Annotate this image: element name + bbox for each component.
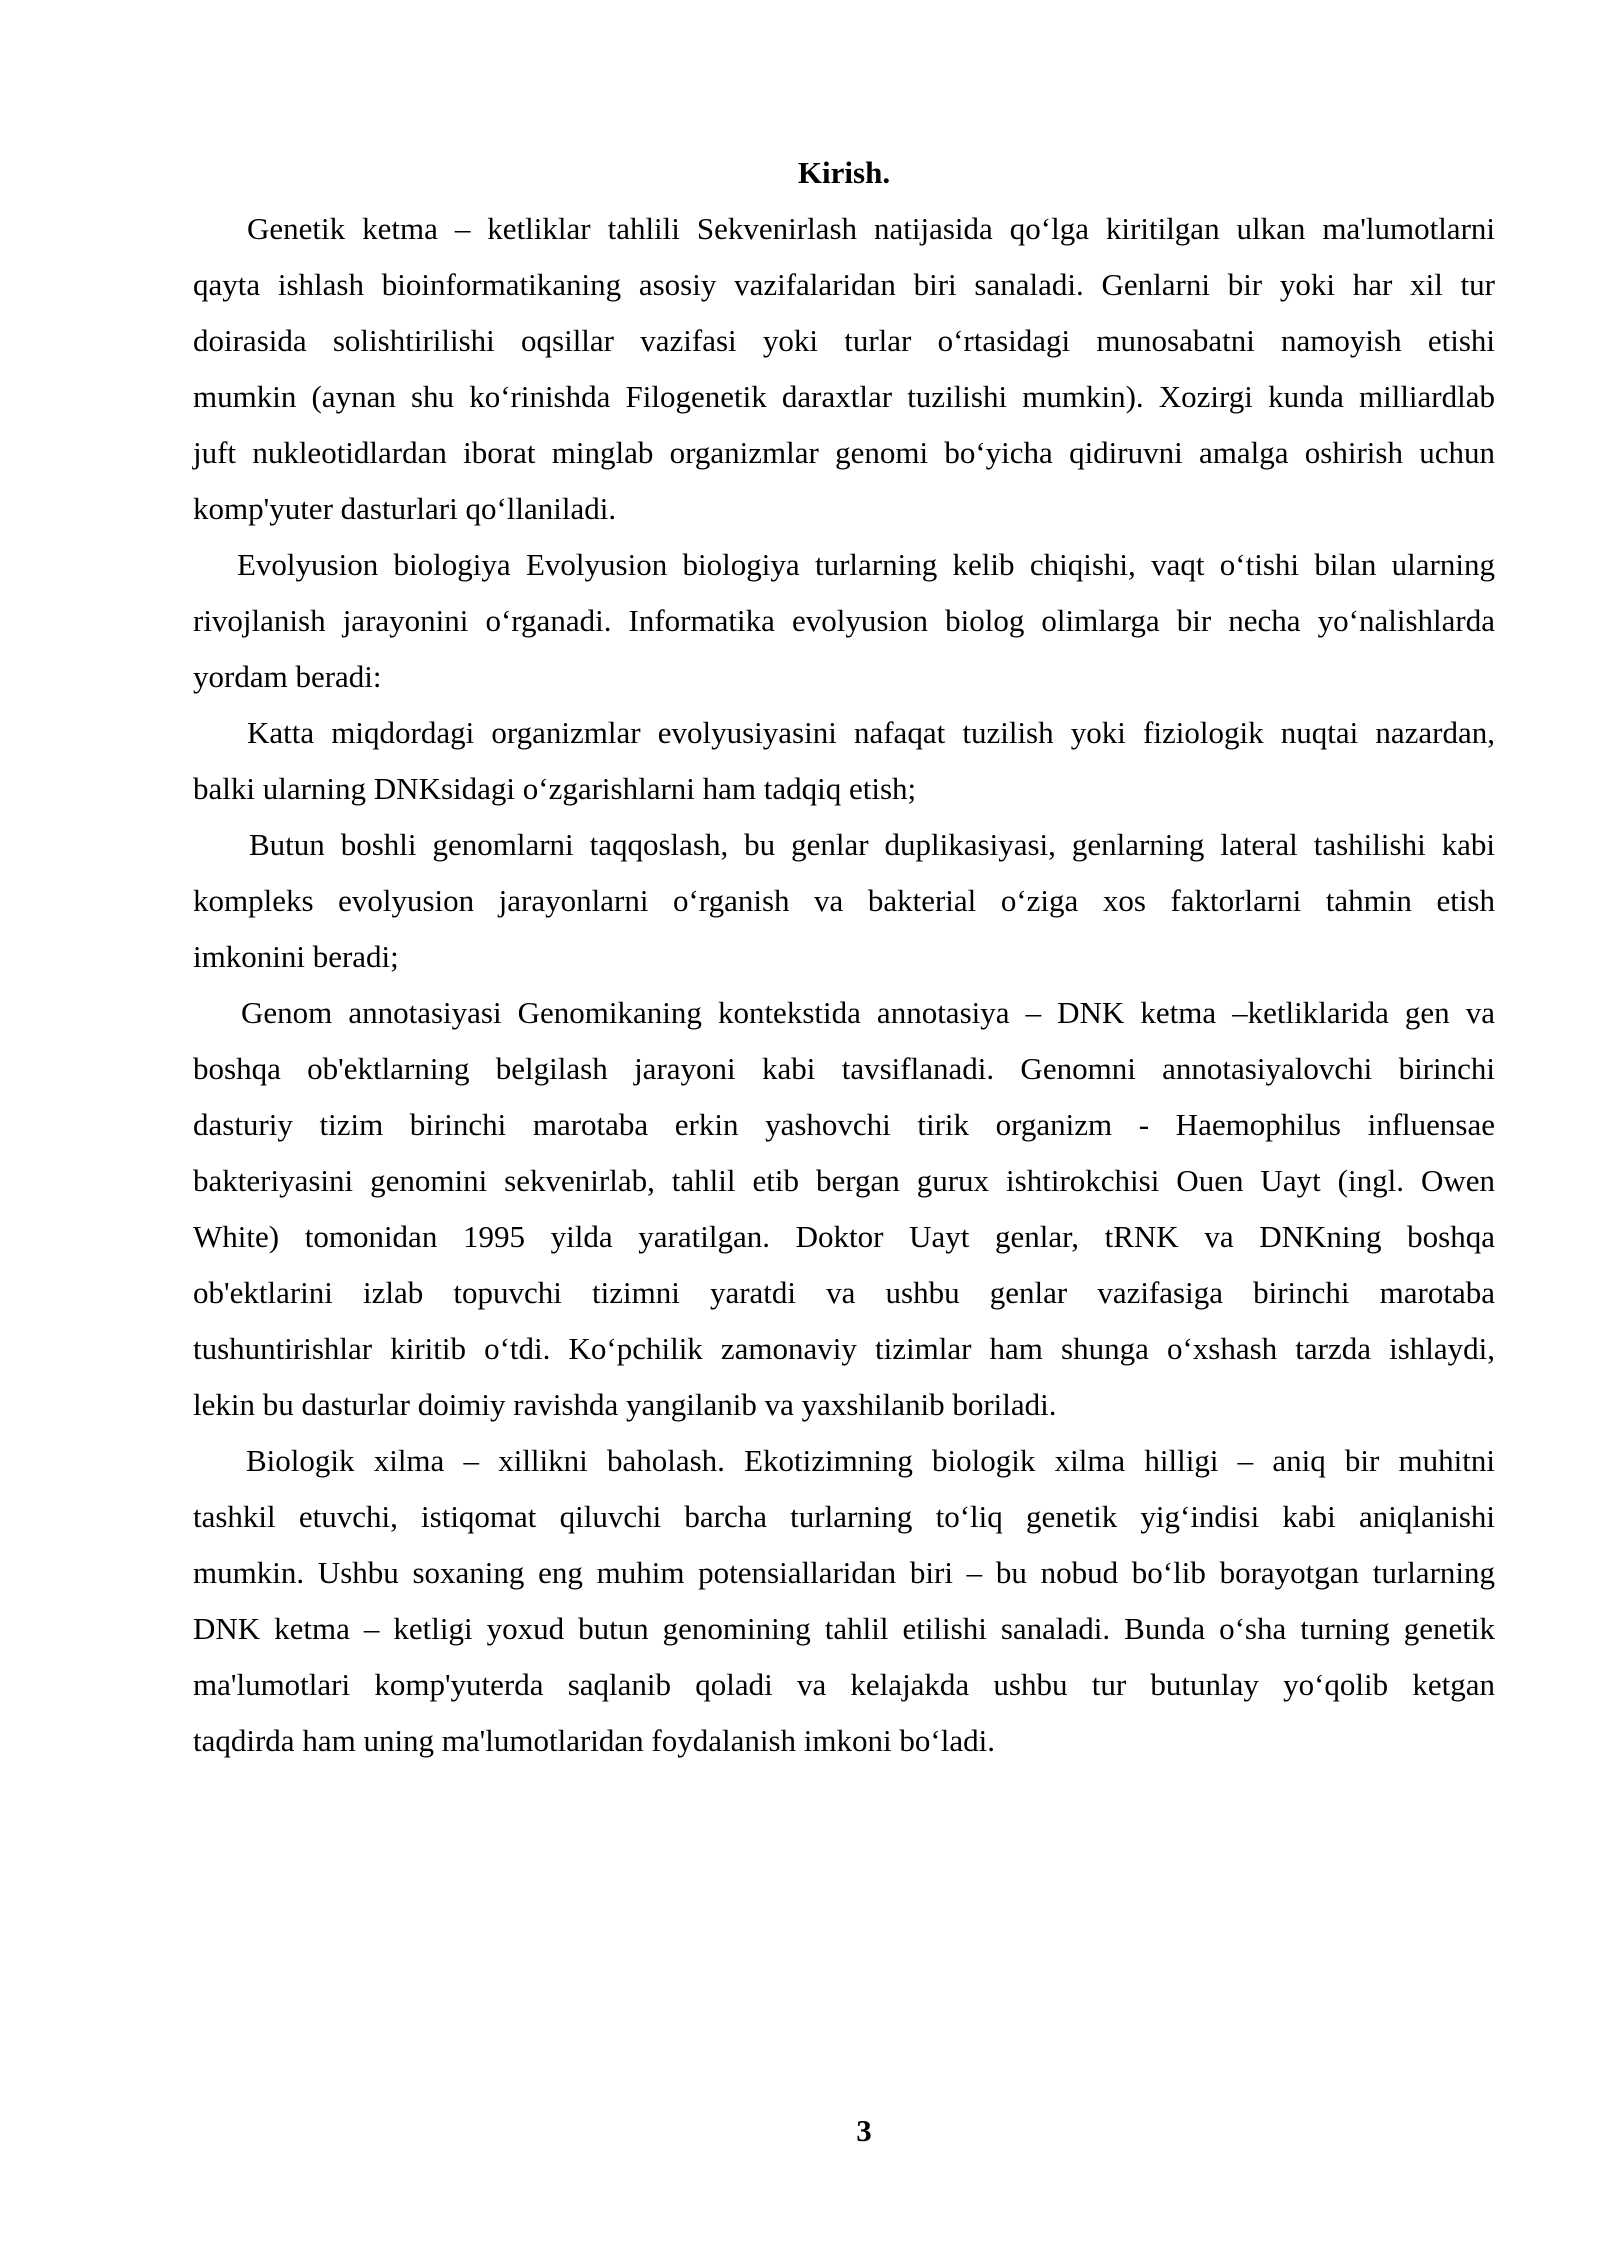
paragraph (193, 705, 1495, 817)
section-title: Kirish. (797, 155, 891, 190)
paragraph-line: komp'yuter dasturlari qo‘llaniladi. (193, 491, 617, 526)
paragraph (193, 985, 1495, 1433)
paragraph-line: rivojlanish jarayonini o‘rganadi. Informatika evolyusion biolog olimlarga bir necha yo‘nalishlarda (193, 603, 1495, 638)
paragraph-line: juft nukleotidlardan iborat minglab organizmlar genomi bo‘yicha qidiruvni amalga oshirish uchun (193, 435, 1495, 470)
paragraph-line: qayta ishlash bioinformatikaning asosiy vazifalaridan biri sanaladi. Genlarni bir yoki har xil tur (193, 267, 1495, 302)
paragraph (193, 537, 1495, 705)
paragraph-line: doirasida solishtirilishi oqsillar vazifasi yoki turlar o‘rtasidagi munosabatni namoyish etishi (193, 323, 1495, 358)
paragraph-line: Butun boshli genomlarni taqqoslash, bu genlar duplikasiyasi, genlarning lateral tashilishi kabi (249, 827, 1495, 862)
paragraph-line: tashkil etuvchi, istiqomat qiluvchi barcha turlarning to‘liq genetik yig‘indisi kabi aniqlanishi (193, 1499, 1495, 1534)
text-column (193, 145, 1495, 1769)
paragraph-line: balki ularning DNKsidagi o‘zgarishlarni ham tadqiq etish; (193, 771, 917, 806)
paragraph-line: bakteriyasini genomini sekvenirlab, tahlil etib bergan gurux ishtirokchisi Ouen Uayt (ingl. Owen (193, 1163, 1495, 1198)
paragraph-line: mumkin. Ushbu soxaning eng muhim potensiallaridan biri – bu nobud bo‘lib borayotgan turlarning (193, 1555, 1495, 1590)
paragraph-line: imkonini beradi; (193, 939, 399, 974)
paragraph-line: White) tomonidan 1995 yilda yaratilgan. Doktor Uayt genlar, tRNK va DNKning boshqa (193, 1219, 1495, 1254)
paragraph-line: Genetik ketma – ketliklar tahlili Sekvenirlash natijasida qo‘lga kiritilgan ulkan ma'lumotlarni (247, 211, 1495, 246)
paragraph-line: kompleks evolyusion jarayonlarni o‘rganish va bakterial o‘ziga xos faktorlarni tahmin etish (193, 883, 1495, 918)
paragraph-line: ob'ektlarini izlab topuvchi tizimni yaratdi va ushbu genlar vazifasiga birinchi marotaba (193, 1275, 1495, 1310)
paragraph-line: tushuntirishlar kiritib o‘tdi. Ko‘pchilik zamonaviy tizimlar ham shunga o‘xshash tarzda ishlaydi, (193, 1331, 1495, 1366)
paragraph-line: boshqa ob'ektlarning belgilash jarayoni kabi tavsiflanadi. Genomni annotasiyalovchi birinchi (193, 1051, 1495, 1086)
paragraph-line: mumkin (aynan shu ko‘rinishda Filogenetik daraxtlar tuzilishi mumkin). Xozirgi kunda milliardlab (193, 379, 1495, 414)
paragraph (193, 201, 1495, 537)
paragraph-line: Genom annotasiyasi Genomikaning kontekstida annotasiya – DNK ketma –ketliklarida gen va (241, 995, 1495, 1030)
paragraph (193, 817, 1495, 985)
paragraph-line: ma'lumotlari komp'yuterda saqlanib qoladi va kelajakda ushbu tur butunlay yo‘qolib ketgan (193, 1667, 1495, 1702)
paragraph (193, 1433, 1495, 1769)
paragraph-line: Evolyusion biologiya Evolyusion biologiya turlarning kelib chiqishi, vaqt o‘tishi bilan ularning (237, 547, 1495, 582)
paragraph-line: lekin bu dasturlar doimiy ravishda yangilanib va yaxshilanib boriladi. (193, 1387, 1057, 1422)
paragraph-line: DNK ketma – ketligi yoxud butun genomining tahlil etilishi sanaladi. Bunda o‘sha turning genetik (193, 1611, 1495, 1646)
paragraph-line: Katta miqdordagi organizmlar evolyusiyasini nafaqat tuzilish yoki fiziologik nuqtai nazardan, (247, 715, 1495, 750)
paragraph-line: yordam beradi: (193, 659, 382, 694)
paragraph-line: taqdirda ham uning ma'lumotlaridan foydalanish imkoni bo‘ladi. (193, 1723, 995, 1758)
page-number: 3 (856, 2113, 872, 2148)
paragraph-line: Biologik xilma – xillikni baholash. Ekotizimning biologik xilma hilligi – aniq bir muhitni (246, 1443, 1495, 1478)
paragraph-line: dasturiy tizim birinchi marotaba erkin yashovchi tirik organizm - Haemophilus influensae (193, 1107, 1495, 1142)
